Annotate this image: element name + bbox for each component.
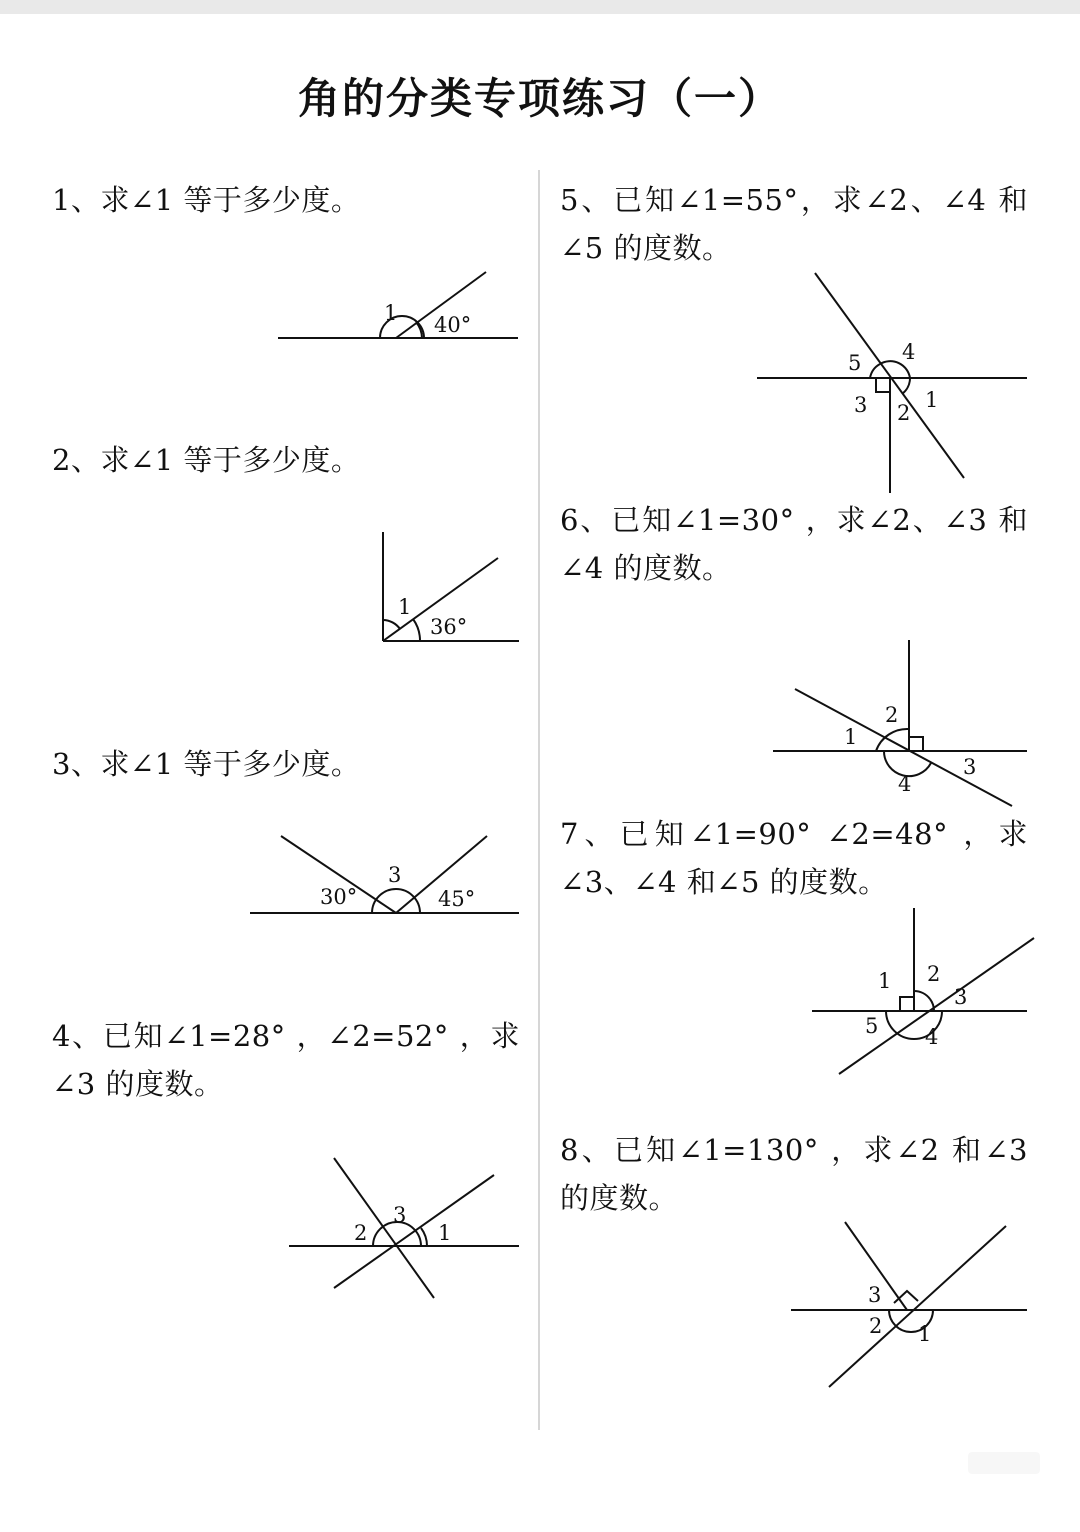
page-title: 角的分类专项练习（一） <box>297 74 782 123</box>
figure-5 <box>757 273 1027 493</box>
figure-3 <box>250 836 519 913</box>
fig7-label-angle3: 3 <box>954 985 968 1009</box>
fig6-label-angle3: 3 <box>963 755 977 779</box>
fig3-label-angle3: 3 <box>388 863 402 887</box>
figure-6 <box>773 640 1027 806</box>
fig8-label-angle3: 3 <box>868 1283 882 1307</box>
watermark <box>968 1452 1040 1474</box>
question-3-text: 3、求∠1 等于多少度。 <box>52 747 361 781</box>
fig2-label-angle1: 1 <box>398 595 412 619</box>
fig8-label-angle1: 1 <box>918 1322 932 1346</box>
fig7-label-angle1: 1 <box>878 969 892 993</box>
fig4-label-angle1: 1 <box>438 1221 452 1245</box>
question-4-text: 4、已知∠1=28° ，∠2=52° ，求∠3 的度数。 <box>52 1019 520 1101</box>
fig4-label-angle2: 2 <box>354 1221 368 1245</box>
fig7-label-angle2: 2 <box>927 962 941 986</box>
fig3-label-given1: 30° <box>320 885 358 909</box>
fig1-label-given: 40° <box>434 313 472 337</box>
figure-4 <box>289 1158 519 1298</box>
figure-1 <box>278 272 518 338</box>
question-5-text: 5、已知∠1=55°，求∠2、∠4 和∠5 的度数。 <box>560 183 1028 265</box>
question-8-text: 8、已知∠1=130° ，求∠2 和∠3 的度数。 <box>560 1133 1028 1215</box>
fig4-label-angle3: 3 <box>393 1203 407 1227</box>
question-7-text: 7、已知∠1=90° ∠2=48° ，求∠3、∠4 和∠5 的度数。 <box>560 817 1028 899</box>
question-6-text: 6、已知∠1=30° ，求∠2、∠3 和∠4 的度数。 <box>560 503 1028 585</box>
fig5-label-angle3: 3 <box>854 393 868 417</box>
figure-7 <box>812 908 1034 1074</box>
fig5-label-angle4: 4 <box>902 340 916 364</box>
fig7-label-angle4: 4 <box>925 1025 939 1049</box>
question-1-text: 1、求∠1 等于多少度。 <box>52 183 361 217</box>
fig3-label-given2: 45° <box>438 887 476 911</box>
figure-2 <box>383 532 519 641</box>
fig6-label-angle2: 2 <box>885 703 899 727</box>
fig5-label-angle2: 2 <box>897 401 911 425</box>
question-2-text: 2、求∠1 等于多少度。 <box>52 443 361 477</box>
figure-8 <box>791 1222 1027 1387</box>
fig6-label-angle4: 4 <box>898 772 912 796</box>
fig7-label-angle5: 5 <box>865 1014 879 1038</box>
fig5-label-angle1: 1 <box>925 388 939 412</box>
fig5-label-angle5: 5 <box>848 351 862 375</box>
fig1-label-angle1: 1 <box>384 301 398 325</box>
fig2-label-given: 36° <box>430 615 468 639</box>
fig8-label-angle2: 2 <box>869 1314 883 1338</box>
fig6-label-angle1: 1 <box>844 725 858 749</box>
